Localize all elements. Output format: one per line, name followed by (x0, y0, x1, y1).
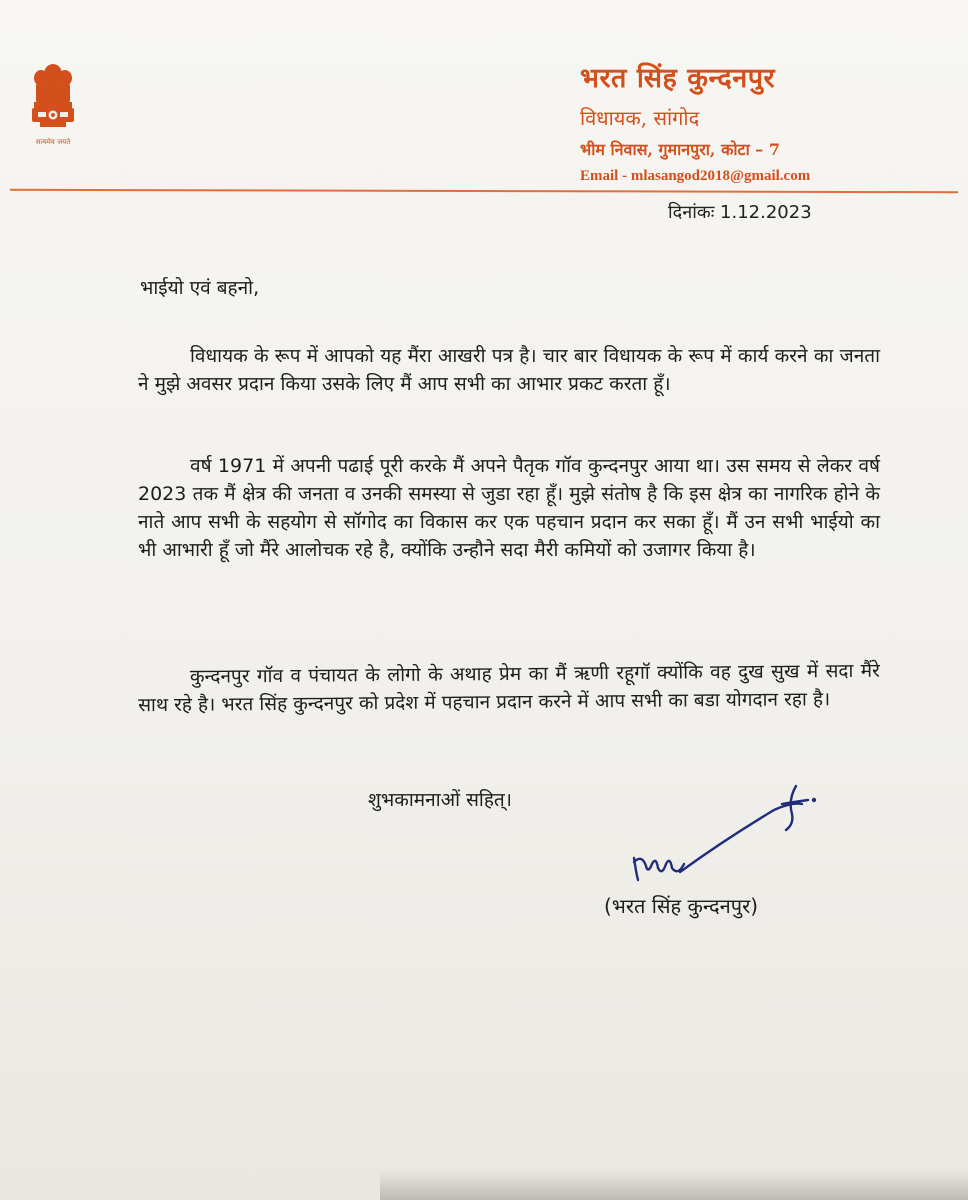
salutation: भाईयो एवं बहनो, (140, 277, 260, 299)
letterhead-divider (10, 189, 958, 193)
paragraph-3: कुन्दनपुर गॉव व पंचायत के लोगो के अथाह प्रेम का मैं ऋणी रहूगॉ क्योंकि वह दुख सुख में सदा मैंरे साथ रहे है। भरत सिंह कुन्दनपुर को प्रदेश में पहचान प्रदान करने में आप सभी का बडा योगदान रहा है। (138, 659, 880, 717)
paragraph-2: वर्ष 1971 में अपनी पढाई पूरी करके मैं अपने पैतृक गॉव कुन्दनपुर आया था। उस समय से लेकर वर्ष 2023 तक मैं क्षेत्र की जनता व उनकी समस्या से जुडा रहा हूँ। मुझे संतोष है कि इस क्षेत्र का नागरिक होने के नाते आप सभी के सहयोग से सॉगोद का विकास कर एक पहचान प्रदान कर सका हूँ। मैं उन सभी भाईयो का भी आभारी हूँ जो मैंरे आलोचक रहे है, क्योंकि उन्हौने सदा मैरी कमियों को उजागर किया है। (138, 455, 880, 561)
letterhead-designation: विधायक, सांगोद (580, 106, 700, 130)
page-edge-shadow (380, 1170, 968, 1200)
letterhead-address: भीम निवास, गुमानपुरा, कोटा – 7 (580, 140, 780, 159)
letterhead-email: Email - mlasangod2018@gmail.com (580, 168, 811, 184)
letter-date: दिनांकः 1.12.2023 (668, 202, 812, 223)
emblem-motto: सत्यमेव जयते (35, 138, 71, 146)
national-emblem-icon (26, 62, 80, 154)
handwritten-signature (624, 780, 824, 890)
signatory-name: (भरत सिंह कुन्दनपुर) (604, 894, 759, 918)
paragraph-1: विधायक के रूप में आपको यह मैंरा आखरी पत्र है। चार बार विधायक के रूप में कार्य करने का जनता ने मुझे अवसर प्रदान किया उसके लिए मैं आप सभी का आभार प्रकट करता हूँ। (138, 345, 880, 395)
letterhead-name: भरत सिंह कुन्दनपुर (580, 63, 776, 94)
closing-line: शुभकामनाओं सहित्। (368, 789, 512, 811)
